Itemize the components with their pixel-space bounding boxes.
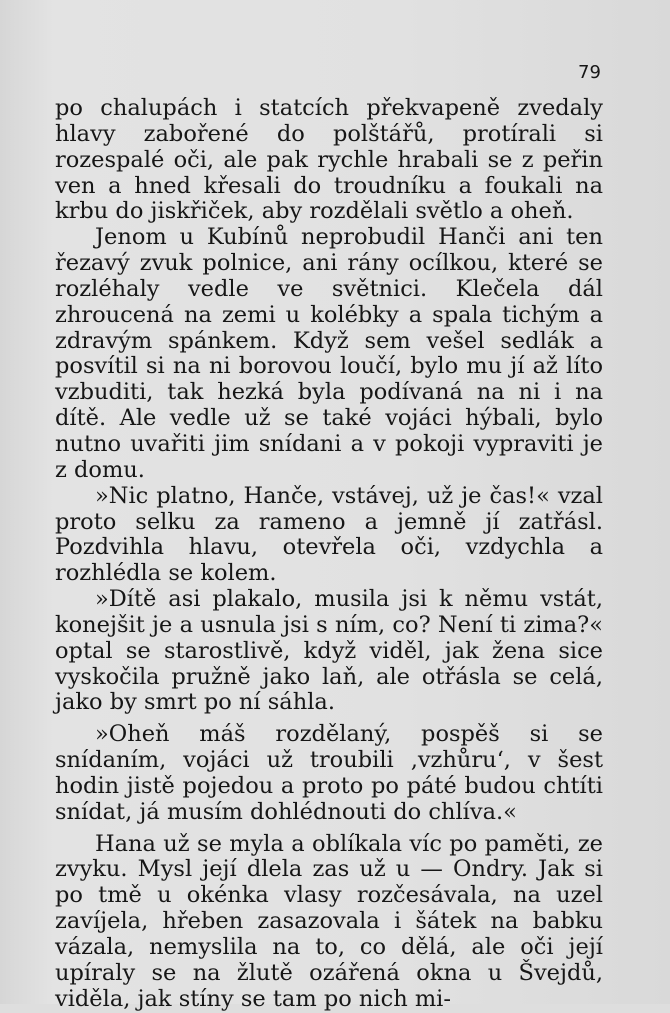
paragraph-6: Hana už se myla a oblíkala víc po paměti, ze zvyku. Mysl její dlela zas už u — Ondry. Jak si po tmě u okénka vlasy rozčesávala, na uzel zavíjela, hřeben zasazovala i šátek na babku vázala, nemyslila na to, co dělá, ale oči její upíraly se na žlutě ozářená okna u Švejdů, viděla, jak stíny se tam po nich mi- [55,830,603,1012]
paragraph-1: po chalupách i statcích překvapeně zvedaly hlavy zabořené do polštářů, protírali si rozespalé oči, ale pak rychle hrabali se z peřin ven a hned křesali do troudníku a foukali na krbu do jiskřiček, aby rozdělali světlo a oheň. [55,95,603,225]
page-number: 79 [578,62,601,83]
paragraph-3: »Nic platno, Hanče, vstávej, už je čas!« vzal proto selku za rameno a jemně jí zatřásl. Pozdvihla hlavu, otevřela oči, vzdychla a rozhlédla se kolem. [55,482,603,587]
paragraph-2: Jenom u Kubínů neprobudil Hanči ani ten řezavý zvuk polnice, ani rány ocílkou, které se rozléhaly vedle ve světnici. Klečela dál zhroucená na zemi u kolébky a spala tichým a zdravým spánkem. Když sem vešel sedlák a posvítil si na ni borovou loučí, bylo mu jí až líto vzbuditi, tak hezká byla podívaná na ni i na dítě. Ale vedle už se také vojáci hýbali, bylo nutno uvařiti jim snídani a v pokoji vypraviti je z domu. [55,224,603,483]
paragraph-5: »Oheň máš rozdělaný, pospěš si se snídaním, vojáci už troubili ‚vzhůru‘, v šest hodin jistě pojedou a proto po páté budou chtíti snídat, já musím dohlédnouti do chlíva.« [55,721,603,825]
page-body-text [55,96,603,1013]
paragraph-4: »Dítě asi plakalo, musila jsi k němu vstát, konejšit je a usnula jsi s ním, co? Není ti zima?« optal se starostlivě, když viděl, jak žena sice vyskočila pružně jako laň, ale otřásla se celá, jako by smrt po ní sáhla. [55,586,603,716]
